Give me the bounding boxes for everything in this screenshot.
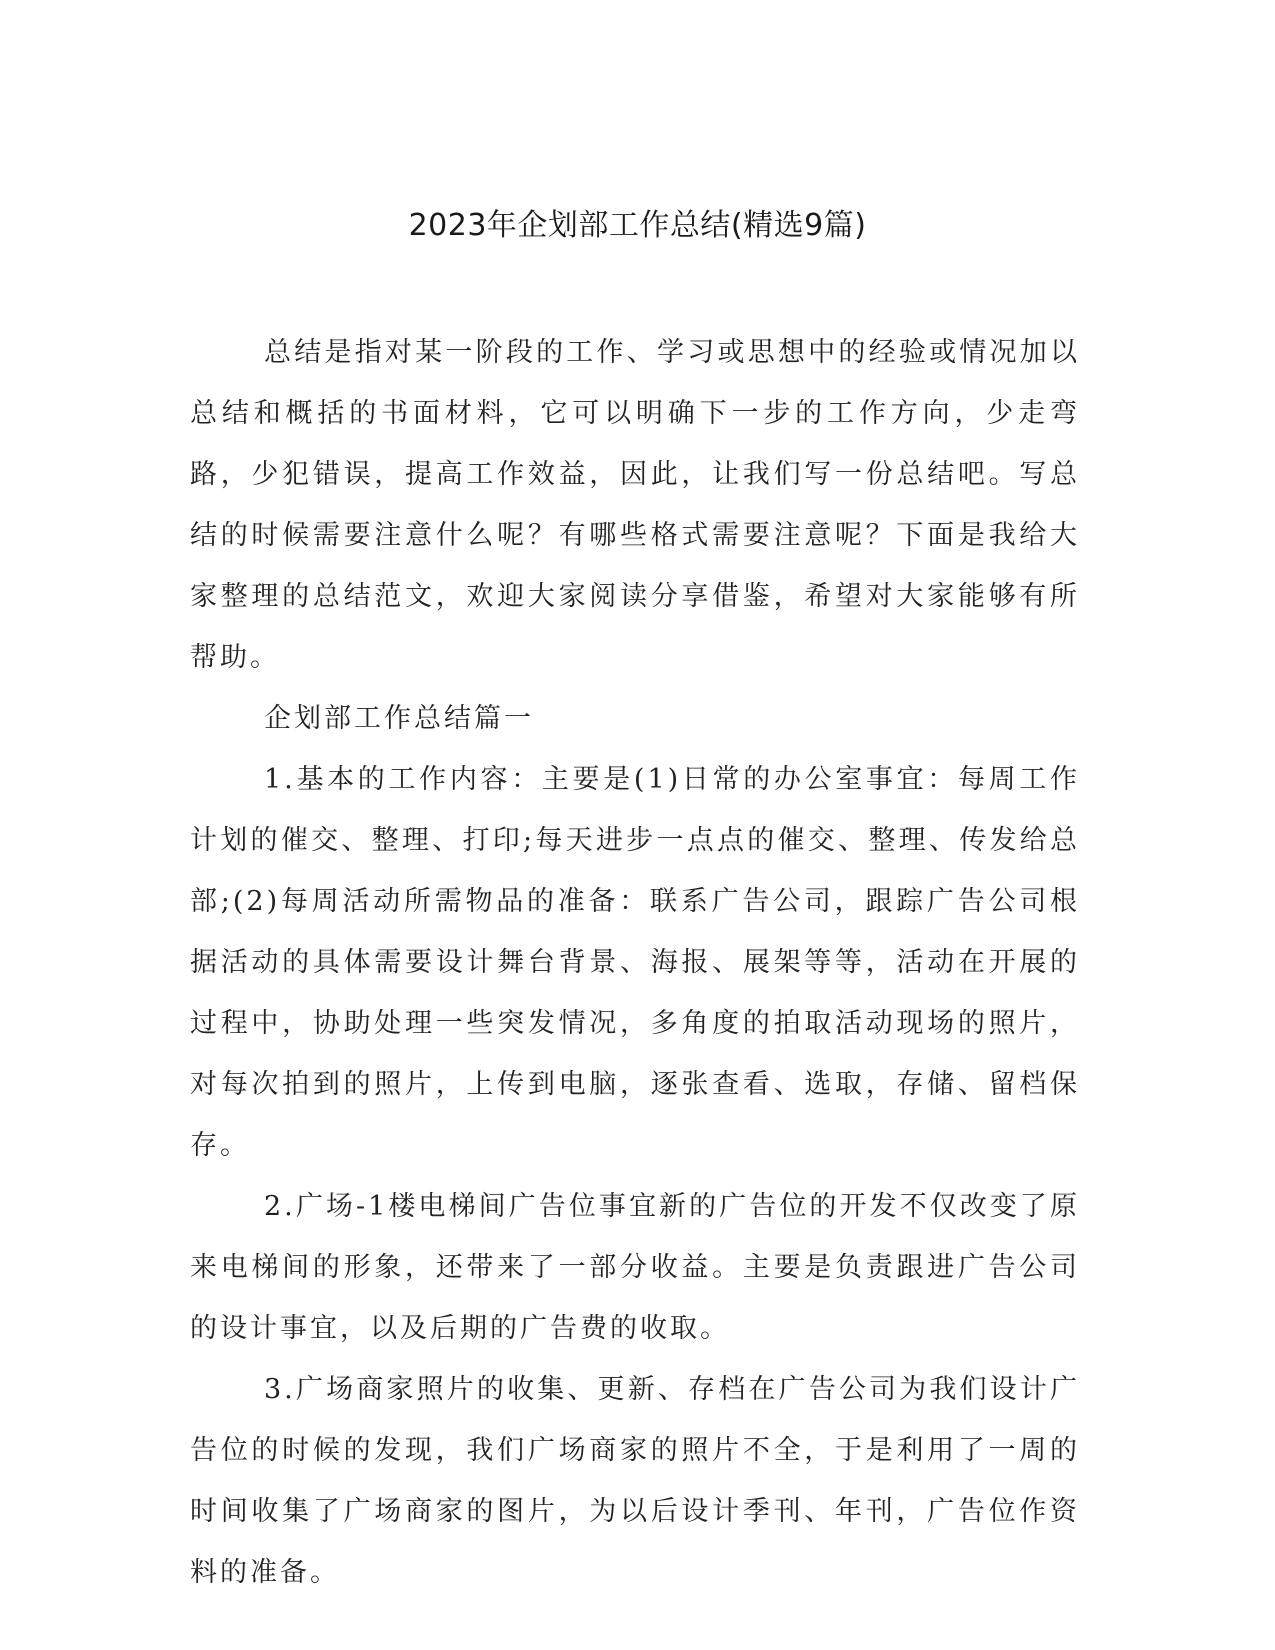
item-paragraph-1: 1.基本的工作内容：主要是(1)日常的办公室事宜：每周工作计划的催交、整理、打印;每天进步一点点的催交、整理、传发给总部;(2)每周活动所需物品的准备：联系广告公司，跟踪广告公司根据活动的具体需要设计舞台背景、海报、展架等等，活动在开展的过程中，协助处理一些突发情况，多角度的拍取活动现场的照片，对每次拍到的照片，上传到电脑，逐张查看、选取，存储、留档保存。: [190, 764, 1080, 1161]
document-body: [190, 322, 1080, 1603]
document-title: 2023年企划部工作总结(精选9篇): [408, 208, 867, 243]
item-paragraph-3: 3.广场商家照片的收集、更新、存档在广告公司为我们设计广告位的时候的发现，我们广场商家的照片不全，于是利用了一周的时间收集了广场商家的图片，为以后设计季刊、年刊，广告位作资料的准备。: [190, 1374, 1080, 1588]
item-paragraph-2: 2.广场-1楼电梯间广告位事宜新的广告位的开发不仅改变了原来电梯间的形象，还带来了一部分收益。主要是负责跟进广告公司的设计事宜，以及后期的广告费的收取。: [190, 1191, 1080, 1344]
intro-paragraph: 总结是指对某一阶段的工作、学习或思想中的经验或情况加以总结和概括的书面材料，它可以明确下一步的工作方向，少走弯路，少犯错误，提高工作效益，因此，让我们写一份总结吧。写总结的时候需要注意什么呢？有哪些格式需要注意呢？下面是我给大家整理的总结范文，欢迎大家阅读分享借鉴，希望对大家能够有所帮助。: [190, 337, 1080, 673]
section-heading: 企划部工作总结篇一: [264, 703, 534, 734]
